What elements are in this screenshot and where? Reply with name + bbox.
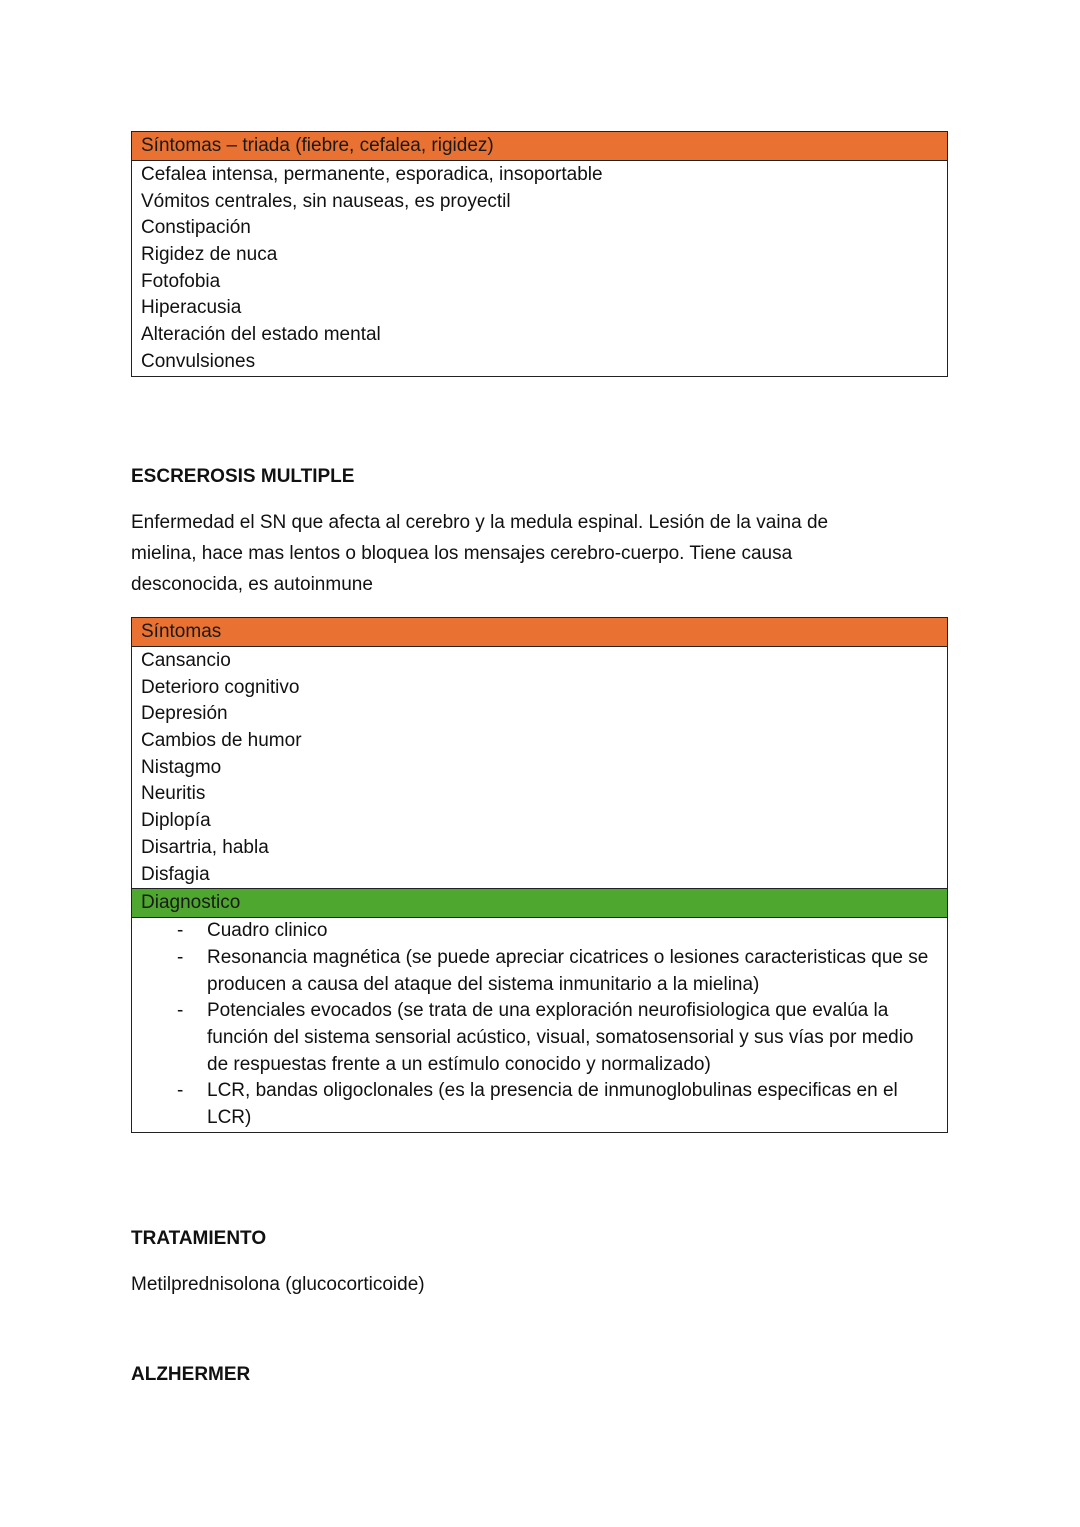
list-item: [132, 1078, 937, 1131]
table-body: [132, 161, 947, 376]
table-body: [132, 647, 947, 888]
table-row: Nistagmo: [141, 756, 222, 778]
diagnosis-header: Diagnostico: [132, 888, 947, 918]
list-item-text: Resonancia magnética (se puede apreciar cicatrices o lesiones caracteristicas que se producen a causa del ataque del sistema inmunitario a la mielina): [207, 946, 929, 995]
bullet-dash: -: [177, 920, 184, 942]
table-row: Neuritis: [141, 783, 206, 805]
table-row: Hiperacusia: [141, 297, 242, 319]
treatment-text: Metilprednisolona (glucocorticoide): [131, 1274, 425, 1295]
table-row: Rigidez de nuca: [141, 244, 278, 266]
table-header: Síntomas: [132, 618, 947, 647]
list-item-text: Cuadro clinico: [207, 920, 328, 942]
table-row: Fotofobia: [141, 270, 221, 292]
section-paragraph: [131, 507, 828, 600]
table-row: Cansancio: [141, 650, 231, 671]
table-row: Depresión: [141, 703, 228, 725]
bullet-dash: -: [177, 1000, 184, 1022]
table-row: Vómitos centrales, sin nauseas, es proyectil: [141, 190, 511, 212]
paragraph-line: Enfermedad el SN que afecta al cerebro y la medula espinal. Lesión de la vaina de: [131, 512, 829, 533]
paragraph-line: mielina, hace mas lentos o bloquea los mensajes cerebro-cuerpo. Tiene causa: [131, 543, 793, 564]
bullet-dash: -: [177, 1080, 184, 1102]
list-item: [132, 918, 937, 945]
ms-symptoms-table: [131, 617, 948, 1133]
table-row: Alteración del estado mental: [141, 324, 381, 346]
table-row: Cambios de humor: [141, 730, 302, 752]
bullet-dash: -: [177, 946, 184, 968]
diagnosis-list: [132, 918, 947, 1132]
section-title: TRATAMIENTO: [131, 1228, 267, 1249]
table-row: Disartria, habla: [141, 836, 269, 858]
section-title: ALZHERMER: [131, 1364, 251, 1385]
section-title: ESCREROSIS MULTIPLE: [131, 466, 355, 487]
table-row: Diplopía: [141, 810, 211, 832]
table-row: Deterioro cognitivo: [141, 676, 300, 698]
table-row: Disfagia: [141, 863, 210, 885]
list-item: [132, 998, 937, 1078]
table-row: Cefalea intensa, permanente, esporadica, insoportable: [141, 164, 603, 185]
table-header: Síntomas – triada (fiebre, cefalea, rigidez): [132, 132, 947, 161]
paragraph-line: desconocida, es autoinmune: [131, 574, 373, 595]
table-row: Convulsiones: [141, 350, 256, 372]
symptoms-triad-table: [131, 131, 948, 377]
list-item-text: Potenciales evocados (se trata de una exploración neurofisiologica que evalúa la función del sistema sensorial acústico, visual, somatosensorial y sus vías por medio de respuestas frente a un estímulo conocido y normalizado): [207, 1000, 914, 1075]
table-row: Constipación: [141, 217, 251, 239]
list-item-text: LCR, bandas oligoclonales (es la presencia de inmunoglobulinas especificas en el LCR): [207, 1080, 898, 1129]
list-item: [132, 945, 937, 998]
